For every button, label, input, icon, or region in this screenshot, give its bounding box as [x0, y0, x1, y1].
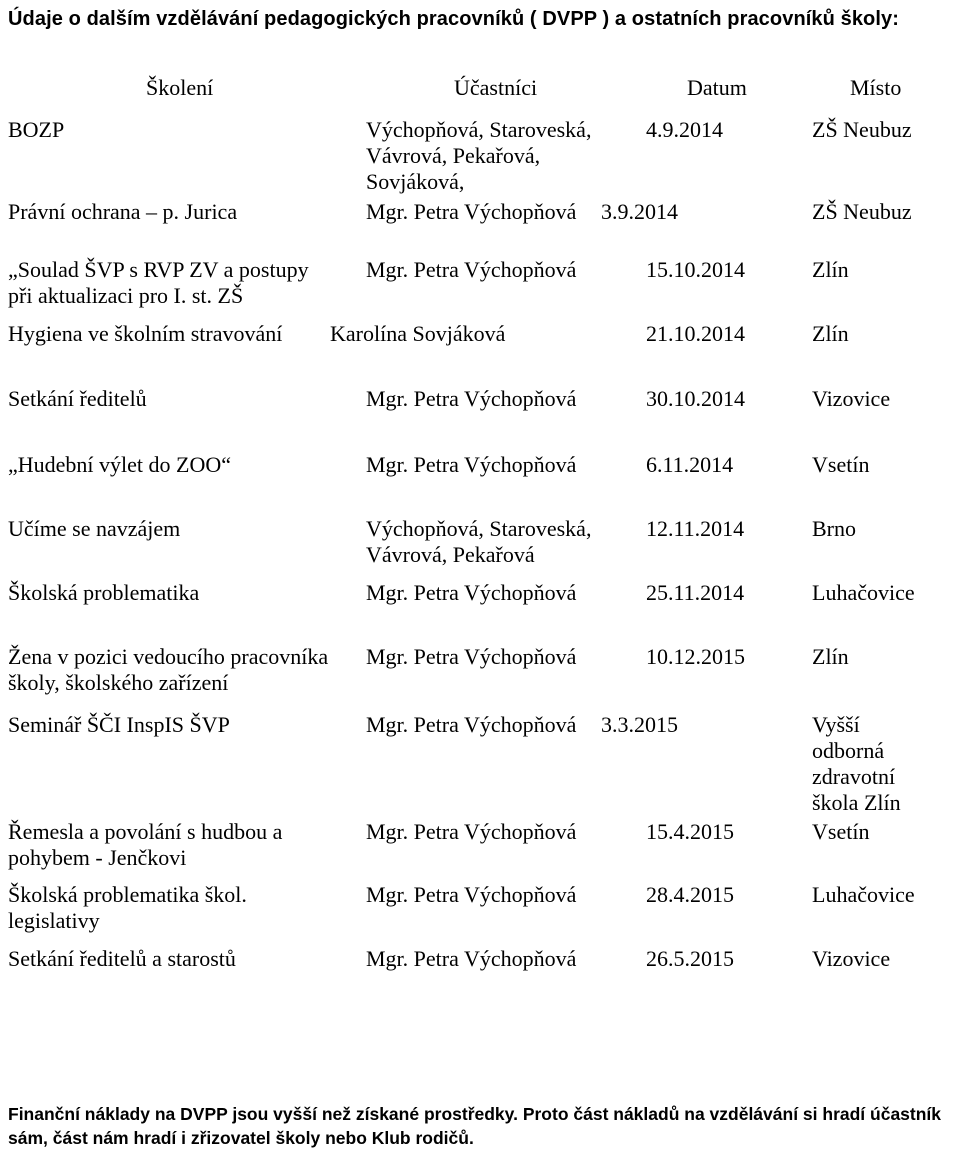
page-heading: Údaje o dalším vzdělávání pedagogických pracovníků ( DVPP ) a ostatních pracovníků školy:: [8, 8, 900, 30]
cell-skoleni: Učíme se navzájem: [8, 516, 181, 541]
cell-datum: 10.12.2015: [646, 644, 745, 669]
cell-datum: 21.10.2014: [646, 321, 745, 346]
cell-misto: Vsetín: [812, 452, 870, 477]
column-header-ucastnici: Účastníci: [454, 75, 538, 100]
cell-ucastnici: Mgr. Petra Výchopňová: [366, 580, 577, 605]
cell-datum: 15.10.2014: [646, 257, 745, 282]
cell-skoleni: Školská problematika škol.: [8, 882, 247, 907]
cell-skoleni: „Soulad ŠVP s RVP ZV a postupy: [8, 257, 309, 282]
cell-datum: 6.11.2014: [646, 452, 734, 477]
cell-skoleni: při aktualizaci pro I. st. ZŠ: [8, 283, 244, 308]
cell-skoleni: pohybem - Jenčkovi: [8, 845, 187, 870]
cell-misto: Brno: [812, 516, 856, 541]
cell-ucastnici: Vávrová, Pekařová: [366, 542, 535, 567]
cell-ucastnici: Mgr. Petra Výchopňová: [366, 819, 577, 844]
footer-note: Finanční náklady na DVPP jsou vyšší než získané prostředky. Proto část nákladů na vzdělávání si hradí účastník sám, část nám hradí i zřizovatel školy nebo Klub rodičů.: [8, 1104, 942, 1148]
cell-skoleni: Žena v pozici vedoucího pracovníka: [8, 644, 329, 669]
cell-ucastnici: Mgr. Petra Výchopňová: [366, 257, 577, 282]
cell-datum: 3.9.2014: [601, 199, 678, 224]
cell-datum: 30.10.2014: [646, 386, 745, 411]
cell-datum: 15.4.2015: [646, 819, 734, 844]
column-header-skoleni: Školení: [146, 75, 214, 100]
cell-skoleni: BOZP: [8, 117, 65, 142]
cell-ucastnici: Mgr. Petra Výchopňová: [366, 946, 577, 971]
cell-ucastnici: Mgr. Petra Výchopňová: [366, 386, 577, 411]
cell-misto: Zlín: [812, 257, 849, 282]
column-header-misto: Místo: [850, 75, 902, 100]
cell-misto: Vyšší: [812, 712, 860, 737]
cell-ucastnici: Výchopňová, Staroveská,: [366, 516, 592, 541]
cell-misto: ZŠ Neubuz: [812, 117, 912, 142]
cell-misto: Zlín: [812, 321, 849, 346]
cell-ucastnici: Mgr. Petra Výchopňová: [366, 452, 577, 477]
cell-ucastnici: Výchopňová, Staroveská,: [366, 117, 592, 142]
cell-datum: 12.11.2014: [646, 516, 745, 541]
cell-misto: Vizovice: [812, 946, 891, 971]
cell-ucastnici: Karolína Sovjáková: [330, 321, 506, 346]
cell-datum: 28.4.2015: [646, 882, 734, 907]
cell-misto: Vsetín: [812, 819, 870, 844]
cell-skoleni: „Hudební výlet do ZOO“: [8, 452, 231, 477]
cell-ucastnici: Mgr. Petra Výchopňová: [366, 644, 577, 669]
cell-misto: Luhačovice: [812, 882, 915, 907]
cell-skoleni: Seminář ŠČI InspIS ŠVP: [8, 712, 230, 737]
cell-skoleni: Školská problematika: [8, 580, 200, 605]
cell-skoleni: legislativy: [8, 908, 100, 933]
cell-ucastnici: Mgr. Petra Výchopňová: [366, 712, 577, 737]
column-header-datum: Datum: [687, 75, 747, 100]
cell-misto: zdravotní: [812, 764, 896, 789]
cell-misto: Zlín: [812, 644, 849, 669]
cell-ucastnici: Mgr. Petra Výchopňová: [366, 882, 577, 907]
cell-misto: Luhačovice: [812, 580, 915, 605]
cell-datum: 3.3.2015: [601, 712, 678, 737]
cell-skoleni: školy, školského zařízení: [8, 670, 229, 695]
cell-ucastnici: Vávrová, Pekařová,: [366, 143, 541, 168]
cell-skoleni: Setkání ředitelů: [8, 386, 147, 411]
cell-datum: 4.9.2014: [646, 117, 723, 142]
cell-ucastnici: Mgr. Petra Výchopňová: [366, 199, 577, 224]
cell-misto: Vizovice: [812, 386, 891, 411]
cell-skoleni: Hygiena ve školním stravování: [8, 321, 283, 346]
cell-misto: odborná: [812, 738, 885, 763]
cell-datum: 26.5.2015: [646, 946, 734, 971]
cell-ucastnici: Sovjáková,: [366, 169, 465, 194]
cell-misto: škola Zlín: [812, 790, 901, 815]
cell-skoleni: Právní ochrana – p. Jurica: [8, 199, 238, 224]
cell-misto: ZŠ Neubuz: [812, 199, 912, 224]
cell-skoleni: Setkání ředitelů a starostů: [8, 946, 236, 971]
cell-datum: 25.11.2014: [646, 580, 745, 605]
cell-skoleni: Řemesla a povolání s hudbou a: [8, 819, 283, 844]
